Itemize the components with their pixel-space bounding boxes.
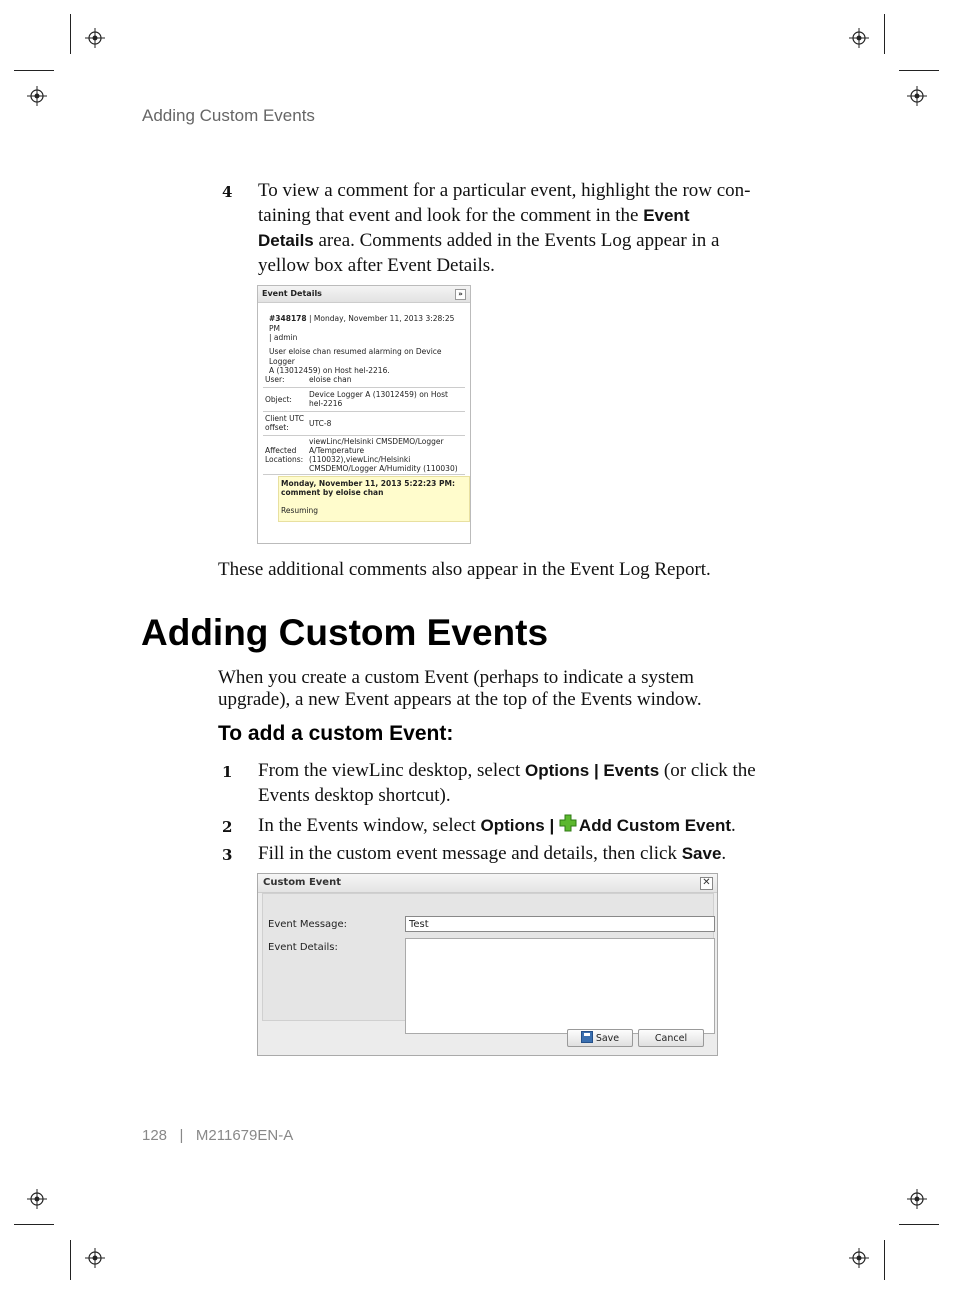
- table-row: [263, 387, 465, 411]
- event-message-input[interactable]: Test: [405, 916, 715, 932]
- event-description-line: User eloise chan resumed alarming on Device Logger: [269, 347, 442, 366]
- registration-mark-icon: [27, 86, 47, 106]
- step-text-run: From the viewLinc desktop, select: [258, 760, 525, 781]
- step-4-line: [258, 203, 778, 228]
- ui-term: Add Custom Event: [578, 816, 731, 835]
- detail-key: Affected Locations:: [263, 435, 307, 474]
- crop-mark: [14, 1224, 54, 1225]
- dialog-title: [258, 874, 717, 893]
- ui-term: Options | Events: [525, 761, 660, 780]
- table-row: [263, 373, 465, 387]
- cancel-button[interactable]: Cancel: [638, 1029, 704, 1047]
- detail-value: viewLinc/Helsinki CMSDEMO/Logger A/Temperature (110032),viewLinc/Helsinki CMSDEMO/Logger A/Humidity (110030): [307, 435, 465, 474]
- event-id: #348178: [269, 314, 307, 323]
- running-head: Adding Custom Events: [142, 106, 315, 125]
- save-button[interactable]: [567, 1029, 633, 1047]
- registration-mark-icon: [85, 28, 105, 48]
- comment-title: Monday, November 11, 2013 5:22:23 PM:: [281, 479, 455, 488]
- intro-line: upgrade), a new Event appears at the top of the Events window.: [218, 689, 702, 710]
- crop-mark: [884, 1240, 885, 1280]
- step-line: Events desktop shortcut).: [258, 785, 451, 806]
- detail-key: Client UTC offset:: [263, 411, 307, 435]
- detail-key: Object:: [263, 387, 307, 411]
- ui-term: Details: [258, 231, 314, 250]
- crop-mark: [70, 1240, 71, 1280]
- add-plus-icon: [559, 814, 577, 832]
- detail-value: UTC-8: [307, 411, 465, 435]
- save-button-label: Save: [595, 1033, 620, 1044]
- crop-mark: [899, 70, 939, 71]
- collapse-icon[interactable]: »: [455, 289, 466, 300]
- step-4-line: yellow box after Event Details.: [258, 255, 495, 276]
- event-description: [269, 347, 459, 376]
- dialog-title-text: Custom Event: [263, 877, 341, 888]
- event-description-line: A (13012459) on Host hel-2216.: [269, 366, 390, 375]
- step-text-run: In the Events window, select: [258, 815, 481, 836]
- comment-box: [278, 476, 470, 522]
- intro-line: When you create a custom Event (perhaps to indicate a system: [218, 667, 694, 688]
- step-line: [258, 758, 778, 783]
- step-text-run: (or click the: [659, 760, 756, 781]
- step-4-text-run: taining that event and look for the comment in the: [258, 205, 644, 226]
- procedure-heading: To add a custom Event:: [218, 722, 454, 745]
- custom-event-dialog: [257, 873, 718, 1056]
- ui-term: Save: [681, 844, 722, 863]
- event-details-table: [263, 373, 465, 475]
- step-4-line: To view a comment for a particular event, highlight the row con-: [258, 180, 751, 201]
- comment-text: Resuming: [281, 506, 319, 515]
- step-text-run: .: [730, 815, 736, 836]
- save-icon: [581, 1031, 593, 1043]
- step-number: 4: [222, 183, 233, 201]
- event-details-title: [258, 286, 470, 303]
- event-user: | admin: [269, 333, 298, 342]
- ui-term: Event: [643, 206, 690, 225]
- event-details-textarea[interactable]: [405, 938, 715, 1034]
- comment-author: comment by eloise chan: [281, 488, 384, 497]
- step-3-text: [258, 841, 778, 866]
- step-4-line: [258, 228, 778, 253]
- event-date: | Monday, November 11, 2013 3:28:25 PM: [269, 314, 455, 333]
- event-message-label: Event Message:: [268, 919, 348, 930]
- step-number: 3: [222, 846, 233, 864]
- step-4-text: [258, 178, 778, 278]
- paragraph: These additional comments also appear in the Event Log Report.: [218, 559, 711, 580]
- detail-key: User:: [263, 373, 307, 387]
- dialog-body: [262, 893, 714, 1021]
- section-heading: Adding Custom Events: [141, 612, 549, 653]
- intro-paragraph: [218, 667, 778, 711]
- step-number: 2: [222, 818, 233, 836]
- registration-mark-icon: [849, 28, 869, 48]
- registration-mark-icon: [27, 1189, 47, 1209]
- crop-mark: [884, 14, 885, 54]
- event-details-label: Event Details:: [268, 942, 338, 953]
- close-icon[interactable]: ✕: [700, 877, 713, 890]
- page-footer: 128 | M211679EN-A: [142, 1127, 294, 1144]
- event-details-screenshot: [257, 285, 471, 544]
- event-header: [269, 314, 459, 343]
- registration-mark-icon: [907, 86, 927, 106]
- table-row: [263, 435, 465, 474]
- detail-value: eloise chan: [307, 373, 465, 387]
- step-4-text-run: area. Comments added in the Events Log appear in a: [313, 230, 720, 251]
- step-1-text: [258, 758, 778, 808]
- step-2-text: [258, 813, 778, 838]
- registration-mark-icon: [907, 1189, 927, 1209]
- detail-value: Device Logger A (13012459) on Host hel-2216: [307, 387, 465, 411]
- crop-mark: [14, 70, 54, 71]
- crop-mark: [899, 1224, 939, 1225]
- step-text-run: .: [721, 843, 727, 864]
- registration-mark-icon: [849, 1248, 869, 1268]
- crop-mark: [70, 14, 71, 54]
- ui-term: Options |: [480, 816, 559, 835]
- table-row: [263, 411, 465, 435]
- registration-mark-icon: [85, 1248, 105, 1268]
- step-number: 1: [222, 763, 233, 781]
- step-text-run: Fill in the custom event message and details, then click: [258, 843, 682, 864]
- event-details-title-text: Event Details: [262, 289, 322, 298]
